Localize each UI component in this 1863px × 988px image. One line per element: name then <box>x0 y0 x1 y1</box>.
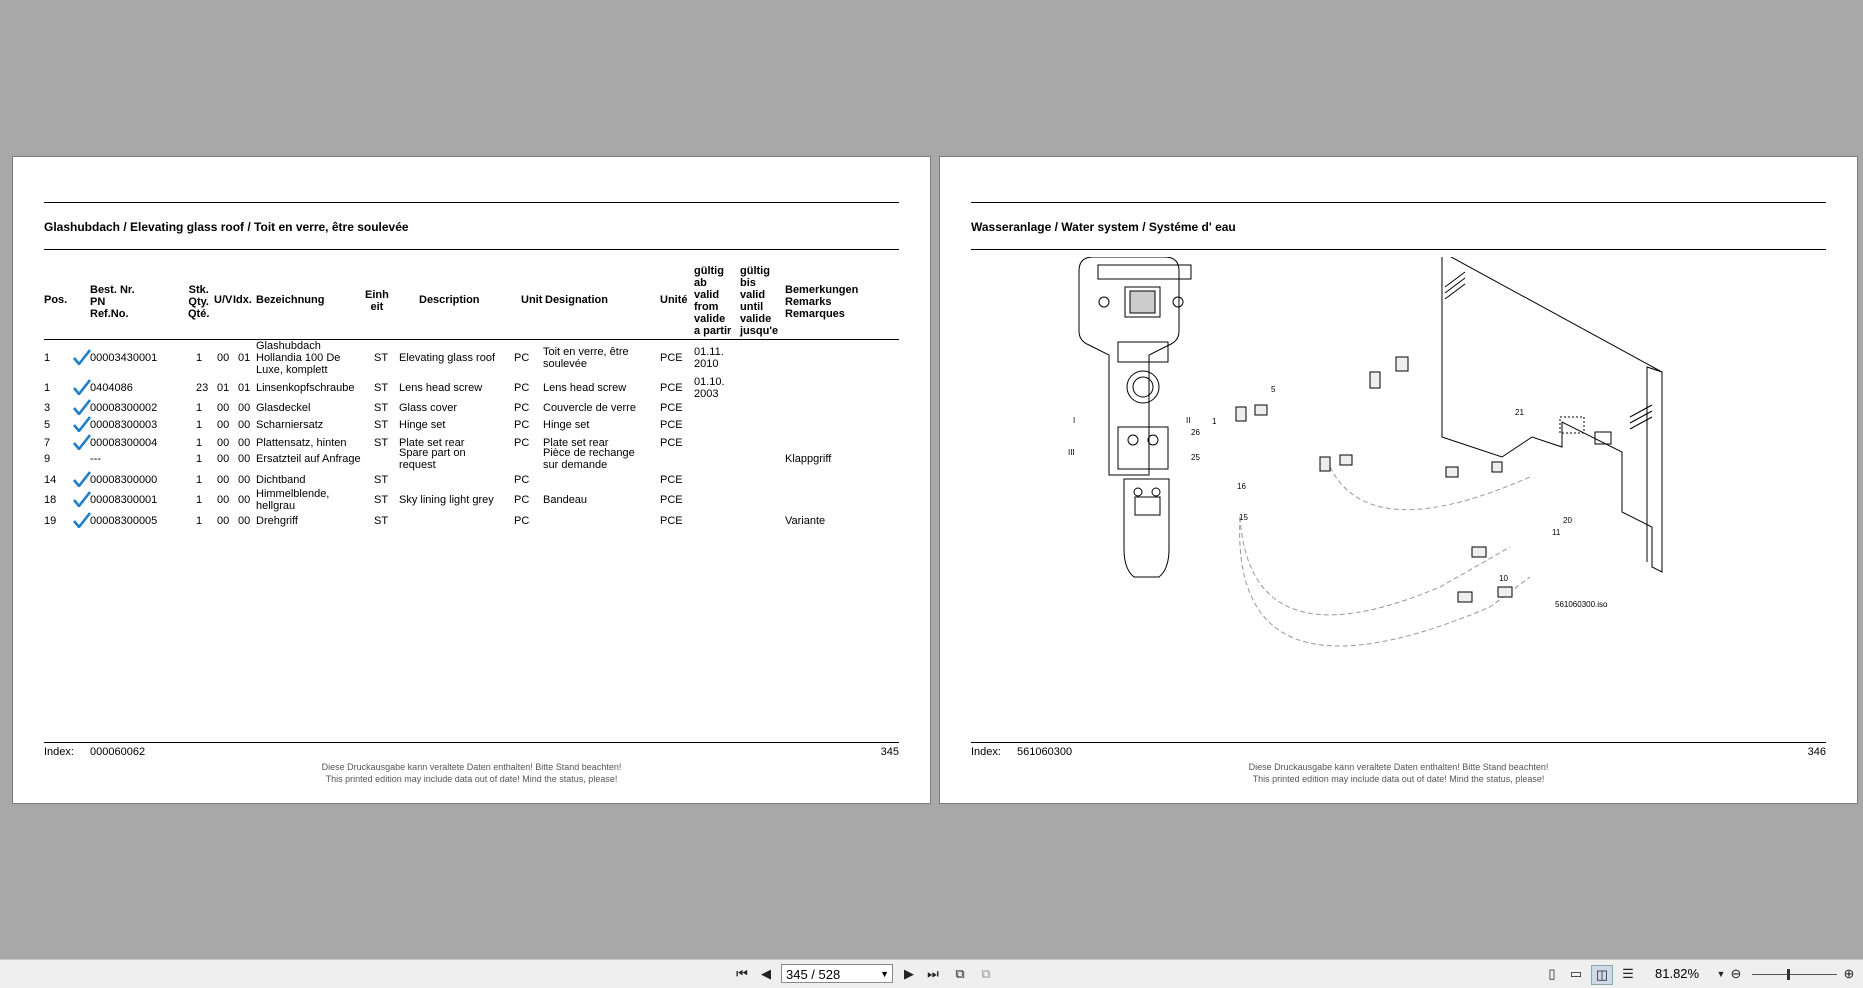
callout-roman-ii: II <box>1186 416 1191 425</box>
cell-einh: ST <box>374 515 389 527</box>
cell-desig: Bandeau <box>543 494 588 506</box>
cell-nr[interactable]: 0404086 <box>90 382 133 394</box>
cell-stk: 1 <box>196 494 203 506</box>
cell-einh: ST <box>374 382 389 394</box>
cell-bez: Plattensatz, hinten <box>256 437 347 449</box>
header-rule-top <box>44 202 899 203</box>
column-header-bez: Bezeichnung <box>256 294 325 306</box>
rotate-icon[interactable]: ⧉ <box>955 966 965 981</box>
footer-index-value: 000060062 <box>90 746 146 758</box>
next-page-icon[interactable]: ▶ <box>904 966 914 981</box>
cell-pos: 7 <box>44 437 51 449</box>
callout-10: 10 <box>1499 574 1508 583</box>
cell-nr[interactable]: 00008300003 <box>90 419 158 431</box>
callout-15: 15 <box>1239 513 1248 522</box>
cell-desc: Sky lining light grey <box>399 494 494 506</box>
cell-stk: 1 <box>196 419 203 431</box>
cell-stk: 1 <box>196 474 203 486</box>
column-header-desig: Designation <box>545 294 608 306</box>
cell-bez: Scharniersatz <box>256 419 324 431</box>
checkmark-icon <box>73 379 91 395</box>
callout-11: 11 <box>1552 528 1561 537</box>
cell-einh: ST <box>374 494 389 506</box>
left-page <box>12 156 931 804</box>
cell-desig: Plate set rear <box>543 437 609 449</box>
callout-roman-i: I <box>1073 416 1076 425</box>
cell-unit: PC <box>514 494 530 506</box>
valve-drawing <box>1236 357 1512 602</box>
callout-roman-iii: III <box>1068 448 1075 457</box>
callout-26: 26 <box>1191 428 1200 437</box>
cell-desc: Lens head screw <box>399 382 483 394</box>
cell-stk: 1 <box>196 453 203 465</box>
cell-pos: 1 <box>44 352 51 364</box>
table-header-rule <box>44 339 899 340</box>
cell-unit: PC <box>514 382 530 394</box>
cell-nr[interactable]: 00008300000 <box>90 474 158 486</box>
zoom-out-icon[interactable]: ⊖ <box>1730 966 1742 981</box>
cell-pos: 1 <box>44 382 51 394</box>
cell-unit: PC <box>514 437 530 449</box>
cell-desc: Glass cover <box>399 402 458 414</box>
cell-stk: 1 <box>196 352 203 364</box>
callout-21: 21 <box>1515 408 1524 417</box>
cell-bez: Linsenkopfschraube <box>256 382 355 394</box>
cell-uv: 00 <box>217 515 230 527</box>
column-header-desc: Description <box>419 294 480 306</box>
previous-page-icon[interactable]: ◀ <box>761 966 771 981</box>
cell-desig: Couvercle de verre <box>543 402 636 414</box>
cell-nr[interactable]: 00008300001 <box>90 494 158 506</box>
column-header-einh: Einh eit <box>365 289 389 313</box>
right-page-title: Wasseranlage / Water system / Systéme d' eau <box>971 220 1236 234</box>
cell-desig: Hinge set <box>543 419 590 431</box>
callout-25: 25 <box>1191 453 1200 462</box>
zoom-slider-handle[interactable] <box>1787 969 1790 980</box>
cell-nr[interactable]: 00008300004 <box>90 437 158 449</box>
checkmark-icon <box>73 512 91 528</box>
cell-idx: 00 <box>238 437 251 449</box>
disclaimer-de: Diese Druckausgabe kann veraltete Daten enthalten! Bitte Stand beachten! <box>1248 762 1549 772</box>
cell-unite: PCE <box>660 382 683 394</box>
right-page <box>939 156 1858 804</box>
cabinet-wall-drawing <box>1442 257 1662 572</box>
cell-stk: 1 <box>196 515 203 527</box>
page-number-field[interactable] <box>781 964 893 983</box>
footer-index-label: Index: <box>971 746 1001 758</box>
cell-unite: PCE <box>660 352 683 364</box>
first-page-icon[interactable]: ⏮ <box>736 966 748 981</box>
zoom-level[interactable]: 81.82% <box>1655 966 1700 981</box>
disclaimer-de: Diese Druckausgabe kann veraltete Daten enthalten! Bitte Stand beachten! <box>321 762 622 772</box>
cell-pos: 18 <box>44 494 57 506</box>
column-header-gab: gültig ab valid from valide a partir <box>694 265 732 337</box>
drawing-id: 561060300.iso <box>1555 600 1608 609</box>
cell-unit: PC <box>514 352 530 364</box>
cell-gab: 01.10. 2003 <box>694 376 725 400</box>
page-number: 346 <box>1807 746 1826 758</box>
left-page-title: Glashubdach / Elevating glass roof / Toit en verre, être soulevée <box>44 220 409 234</box>
cell-uv: 00 <box>217 419 230 431</box>
footer-index-value: 561060300 <box>1017 746 1073 758</box>
column-header-uv: U/V <box>214 294 233 306</box>
column-header-pos: Pos. <box>44 294 68 306</box>
cell-uv: 00 <box>217 352 230 364</box>
cell-uv: 01 <box>217 382 230 394</box>
checkmark-icon <box>73 491 91 507</box>
water-system-drawing <box>940 257 1859 717</box>
cell-desig: Pièce de rechange sur demande <box>543 447 635 471</box>
cell-desc: Plate set rear <box>399 437 465 449</box>
column-header-unite: Unité <box>660 294 688 306</box>
checkmark-icon <box>73 416 91 432</box>
cell-pos: 19 <box>44 515 57 527</box>
cell-idx: 00 <box>238 402 251 414</box>
last-page-icon[interactable]: ⏭ <box>927 966 939 981</box>
disclaimer-en: This printed edition may include data out of date! Mind the status, please! <box>325 774 618 784</box>
cell-unite: PCE <box>660 437 683 449</box>
cell-einh: ST <box>374 437 389 449</box>
footer-index-label: Index: <box>44 746 74 758</box>
cell-idx: 00 <box>238 474 251 486</box>
checkmark-icon <box>73 399 91 415</box>
header-rule-bottom <box>44 249 899 250</box>
cell-pos: 5 <box>44 419 51 431</box>
column-header-unit: Unit <box>521 294 543 306</box>
column-header-gbis: gültig bis valid until valide jusqu'e <box>740 265 779 337</box>
zoom-dropdown-icon[interactable]: ▼ <box>1716 969 1726 979</box>
callout-5: 5 <box>1271 385 1276 394</box>
cell-gab: 01.11. 2010 <box>694 346 724 370</box>
continuous-view-icon[interactable]: ▭ <box>1569 966 1583 981</box>
cell-nr[interactable]: 00008300002 <box>90 402 158 414</box>
cell-uv: 00 <box>217 474 230 486</box>
cell-unit: PC <box>514 419 530 431</box>
cell-nr[interactable]: 00008300005 <box>90 515 158 527</box>
cell-pos: 3 <box>44 402 51 414</box>
cell-bem: Variante <box>785 515 826 527</box>
cell-einh: ST <box>374 419 389 431</box>
cell-bez: Drehgriff <box>256 515 298 527</box>
cell-desc: Hinge set <box>399 419 446 431</box>
callout-20: 20 <box>1563 516 1572 525</box>
cell-unit: PC <box>514 402 530 414</box>
cell-stk: 1 <box>196 437 203 449</box>
zoom-in-icon[interactable]: ⊕ <box>1843 966 1855 981</box>
chevron-down-icon[interactable]: ▼ <box>880 969 889 979</box>
cell-unite: PCE <box>660 515 683 527</box>
cell-nr[interactable]: --- <box>90 453 101 465</box>
page-number: 345 <box>880 746 899 758</box>
cell-bez: Ersatzteil auf Anfrage <box>256 453 361 465</box>
cell-pos: 9 <box>44 453 51 465</box>
column-header-stk: Stk. Qty. Qté. <box>188 284 210 320</box>
cell-uv: 00 <box>217 402 230 414</box>
checkmark-icon <box>73 349 91 365</box>
cell-idx: 00 <box>238 419 251 431</box>
footer-rule <box>44 742 899 743</box>
checkmark-icon <box>73 471 91 487</box>
cell-bez: Dichtband <box>256 474 306 486</box>
disclaimer-en: This printed edition may include data out of date! Mind the status, please! <box>1252 774 1545 784</box>
cell-unite: PCE <box>660 402 683 414</box>
facing-continuous-view-icon[interactable]: ☰ <box>1622 966 1634 981</box>
column-header-bem: Bemerkungen Remarks Remarques <box>785 284 859 320</box>
cell-desig: Toit en verre, être soulevée <box>543 346 629 370</box>
header-rule-top <box>971 202 1826 203</box>
header-rule-bottom <box>971 249 1826 250</box>
checkmark-icon <box>73 434 91 450</box>
cell-bez: Himmelblende, hellgrau <box>256 488 330 512</box>
cell-desc: Spare part on request <box>399 447 466 471</box>
footer-rule <box>971 742 1826 743</box>
cell-bem: Klappgriff <box>785 453 832 465</box>
cell-idx: 00 <box>238 494 251 506</box>
cell-bez: Glasdeckel <box>256 402 311 414</box>
cell-uv: 00 <box>217 437 230 449</box>
cell-stk: 23 <box>196 382 209 394</box>
cell-uv: 00 <box>217 453 230 465</box>
cell-unite: PCE <box>660 419 683 431</box>
cell-unit: PC <box>514 515 530 527</box>
callout-1: 1 <box>1212 417 1217 426</box>
column-header-idx: Idx. <box>233 294 252 306</box>
cell-stk: 1 <box>196 402 203 414</box>
cell-pos: 14 <box>44 474 57 486</box>
cell-bez: Glashubdach Hollandia 100 De Luxe, komplett <box>256 340 341 376</box>
cell-idx: 00 <box>238 453 251 465</box>
single-page-view-icon[interactable]: ▯ <box>1548 966 1556 981</box>
control-panel-drawing <box>1079 257 1191 577</box>
cell-einh: ST <box>374 474 389 486</box>
cell-unite: PCE <box>660 494 683 506</box>
facing-view-icon[interactable]: ◫ <box>1591 965 1613 985</box>
cell-nr[interactable]: 00003430001 <box>90 352 158 364</box>
cell-idx: 01 <box>238 382 251 394</box>
cell-unit: PC <box>514 474 530 486</box>
cell-idx: 01 <box>238 352 251 364</box>
cell-unite: PCE <box>660 474 683 486</box>
column-header-best: Best. Nr. PN Ref.No. <box>90 284 135 320</box>
viewer-toolbar <box>0 959 1863 988</box>
cell-uv: 00 <box>217 494 230 506</box>
zoom-slider[interactable] <box>1752 974 1837 975</box>
callout-16: 16 <box>1237 482 1246 491</box>
cell-idx: 00 <box>238 515 251 527</box>
cell-desc: Elevating glass roof <box>399 352 495 364</box>
cell-einh: ST <box>374 402 389 414</box>
cell-desig: Lens head screw <box>543 382 627 394</box>
page-number-value: 345 / 528 <box>786 967 841 982</box>
copy-icon[interactable]: ⧉ <box>981 966 991 981</box>
cell-einh: ST <box>374 352 389 364</box>
